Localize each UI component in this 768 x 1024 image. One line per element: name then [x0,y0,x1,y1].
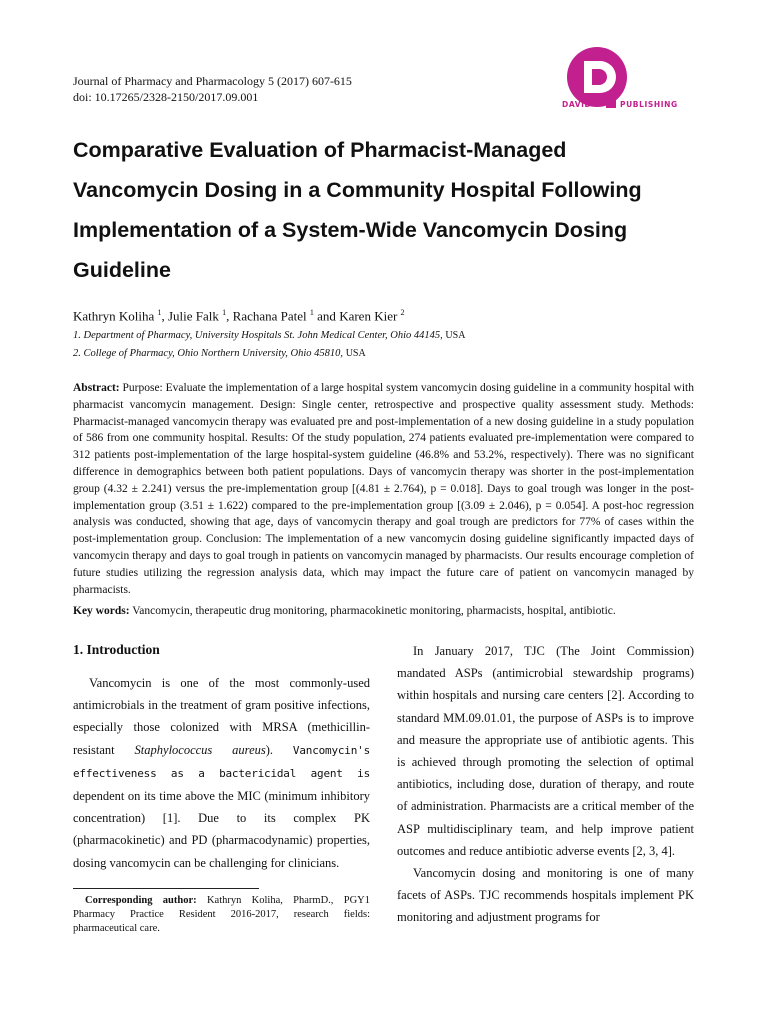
footnote-label: Corresponding author: [85,895,197,906]
author-affiliation-mark: 1 [222,308,227,317]
paper-title [73,130,713,290]
keywords-text: Vancomycin, therapeutic drug monitoring, pharmacokinetic monitoring, pharmacists, hospital, antibiotic. [132,605,616,617]
keywords-label: Key words: [73,605,130,617]
author-name: Karen Kier [339,308,398,324]
abstract [73,380,694,598]
italic-term: Staphylococcus aureus [134,742,266,757]
author-affiliation-mark: 2 [400,308,405,317]
abstract-text: Purpose: Evaluate the implementation of a large hospital system vancomycin dosing guideline in a community hospital with pharmacist vancomycin management. Design: Single center, retrospective and prospective quality assessment study. Methods: Pharmacist-managed vancomycin therapy was evaluated pre and post-implementation of a new dosing guideline in a study population of 586 from one community hospital. Results: Of the study population, 274 patients evaluated pre-implementation were compared to 312 patients post-implementation of the large hospital-system guideline (46.8% and 53.2%, respectively). There was no significant difference in demographics between both patient populations. Days of vancomycin therapy was shorter in the post-implementation group (4.32 ± 2.241) versus the pre-implementation group [(4.81 ± 2.764), p = 0.018]. Days to goal trough was longer in the post-implementation group (3.51 ± 1.622) compared to the pre-implementation group [(3.09 ± 2.046), p = 0.054]. A post-hoc regression analysis was conducted, showing that age, days of vancomycin therapy and goal trough are predictors for 77% of cases within the post-implementation group. Conclusion: The implementation of a new vancomycin dosing guideline significantly impacted days of vancomycin therapy and days to goal trough in patients on vancomycin managed by pharmacists. Our results encourage completion of future studies utilizing the regression analysis data, which may impact the future care of patient on vancomycin managed by pharmacists. [73,382,694,596]
journal-name: Journal of Pharmacy and Pharmacology 5 (2017) 607-615 [73,74,352,88]
svg-text:PUBLISHING: PUBLISHING [620,100,678,109]
title-line: Implementation of a System-Wide Vancomycin Dosing [73,218,628,242]
title-line: Vancomycin Dosing in a Community Hospital Following [73,178,642,202]
affiliation: 2. College of Pharmacy, Ohio Northern University, Ohio 45810, USA [73,348,366,359]
author-name: Julie Falk [167,308,219,324]
author-affiliation-mark: 1 [157,308,162,317]
journal-doi: doi: 10.17265/2328-2150/2017.09.001 [73,90,259,104]
svg-text:DAVID: DAVID [562,100,592,109]
footnote-divider [73,888,259,889]
paragraph: In January 2017, TJC (The Joint Commission) mandated ASPs (antimicrobial stewardship programs) within hospitals and nursing care centers [2]. According to standard MM.09.01.01, the purpose of ASPs is to improve and measure the appropriate use of antibiotic agents. This is achieved through promoting the selection of optimal antibiotics, including dose, duration of therapy, and route of administration. Pharmacists are a critical member of the ASP multidisciplinary team, and help improve patient outcomes and reduce antibiotic adverse events [2, 3, 4]. [397,644,694,858]
author-name: Kathryn Koliha [73,308,155,324]
author-list: Kathryn Koliha $^1$, Julie Falk $^1$, Rachana Patel $^1$ and Karen Kier $^2$ [73,308,405,324]
keywords [73,605,694,617]
monospace-text: Vancomycin's effectiveness as a bactericidal agent is [73,743,370,780]
footnote-text: Kathryn Koliha, PharmD., PGY1 Pharmacy Practice Resident 2016-2017, research fields: pharmaceutical care. [73,895,370,934]
publisher-logo [560,45,700,115]
section-heading: 1. Introduction [73,642,160,657]
right-column [397,640,694,929]
paragraph: Vancomycin dosing and monitoring is one of many facets of ASPs. TJC recommends hospitals implement PK monitoring and adjustment programs for [397,866,694,925]
paragraph: Vancomycin is one of the most commonly-used antimicrobials in the treatment of gram positive infections, especially those colonized with MRSA (methicillin-resistant Staphylococcus aureus). Vancomycin's effectiveness as a bactericidal agent is dependent on its time above the MIC (minimum inhibitory concentration) [1]. Due to its complex PK (pharmacokinetic) and PD (pharmacodynamic) properties, dosing vancomycin can be challenging for clinicians. [73,676,370,870]
title-line: Comparative Evaluation of Pharmacist-Managed [73,138,567,162]
left-column [73,640,370,874]
title-line: Guideline [73,258,171,282]
journal-citation [73,73,352,105]
author-name: Rachana Patel [232,308,307,324]
footnote [73,894,370,936]
author-affiliation-mark: 1 [309,308,314,317]
abstract-label: Abstract: [73,382,120,394]
affiliation: 1. Department of Pharmacy, University Hospitals St. John Medical Center, Ohio 44145, USA [73,330,466,341]
